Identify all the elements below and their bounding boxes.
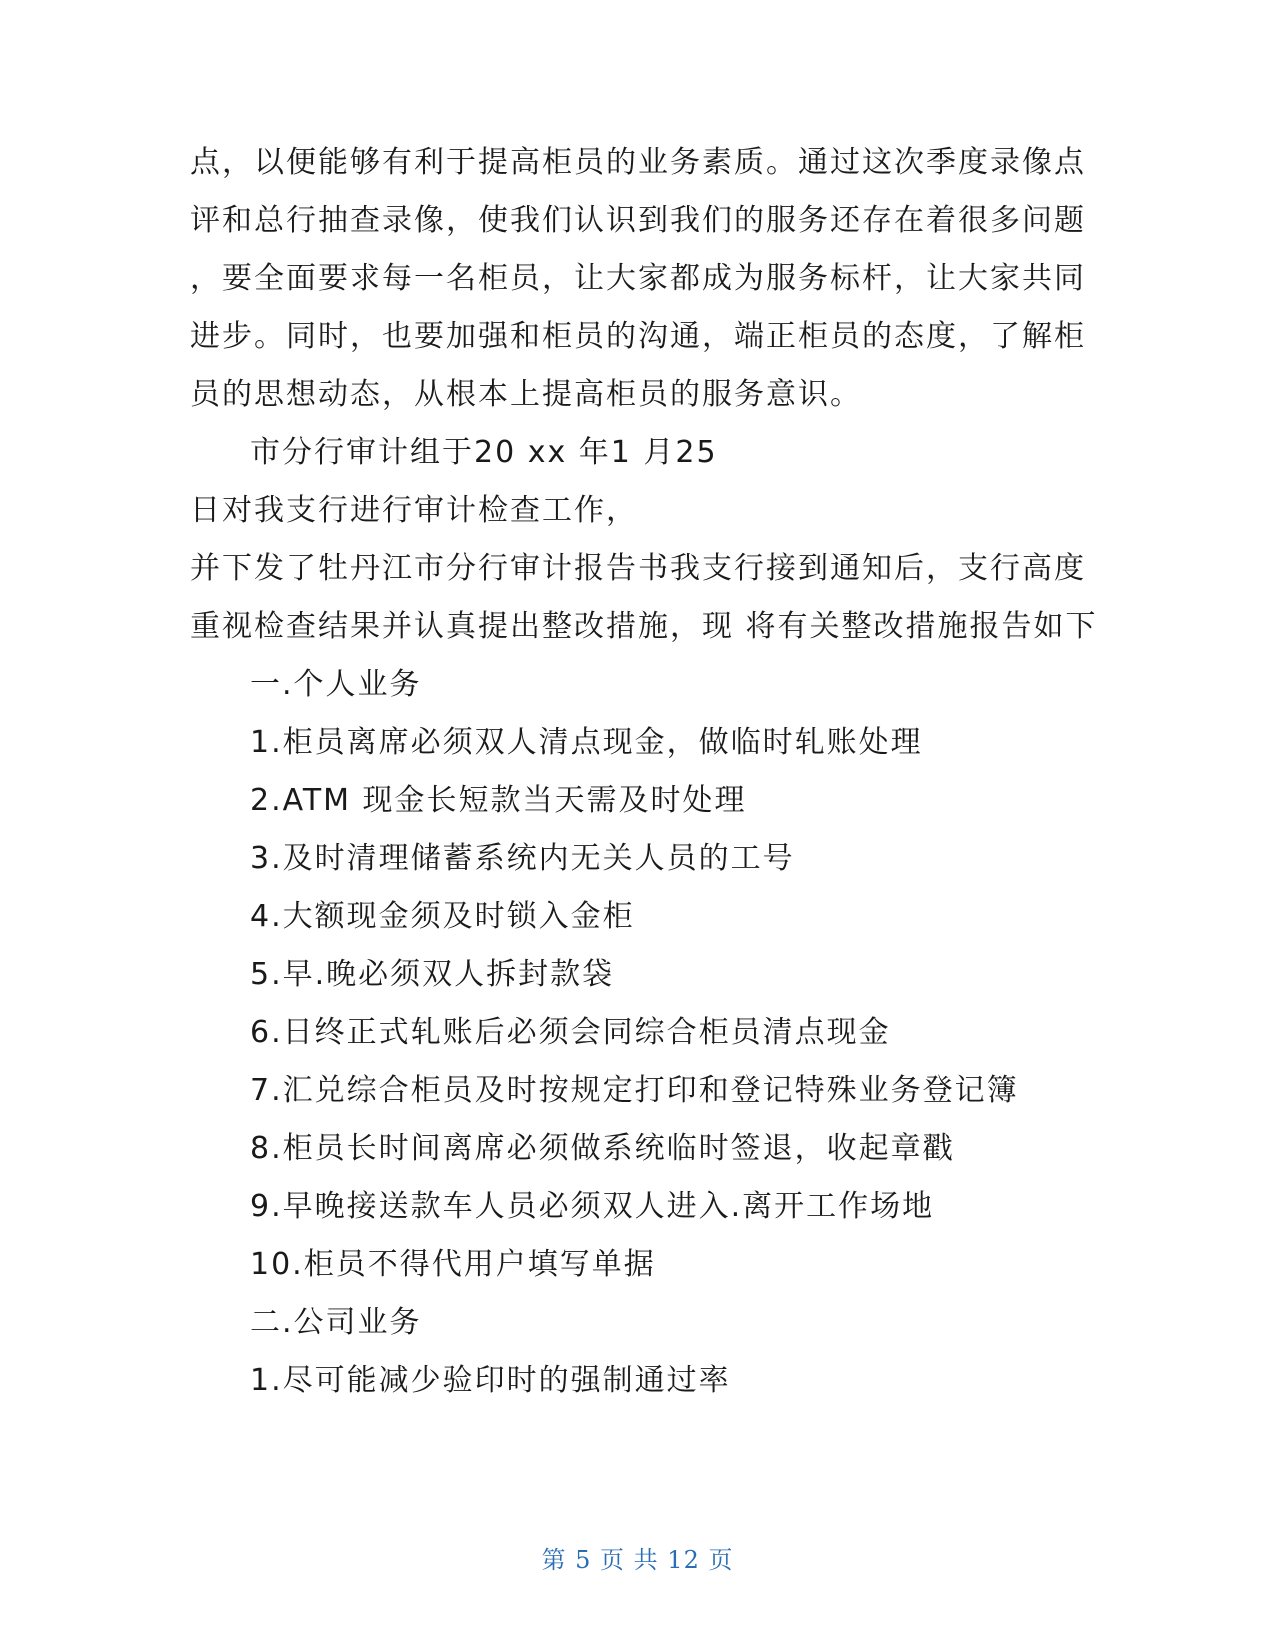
paragraph-line: 评和总行抽查录像，使我们认识到我们的服务还存在着很多问题 [190, 203, 1086, 238]
paragraph-line: 市分行审计组于20 xx 年1 月25 [250, 435, 718, 470]
paragraph-line: 日对我支行进行审计检查工作， [190, 493, 638, 528]
paragraph-line: 员的思想动态，从根本上提高柜员的服务意识。 [190, 377, 862, 412]
paragraph-line: 点，以便能够有利于提高柜员的业务素质。通过这次季度录像点 [190, 145, 1086, 180]
list-item: 5.早.晚必须双人拆封款袋 [250, 957, 615, 992]
paragraph-line: 重视检查结果并认真提出整改措施，现 将有关整改措施报告如下 [190, 609, 1098, 644]
paragraph-line: ，要全面要求每一名柜员，让大家都成为服务标杆，让大家共同 [190, 261, 1086, 296]
list-item: 10.柜员不得代用户填写单据 [250, 1247, 656, 1282]
list-item: 7.汇兑综合柜员及时按规定打印和登记特殊业务登记簿 [250, 1073, 1019, 1108]
paragraph-line: 进步。同时，也要加强和柜员的沟通，端正柜员的态度，了解柜 [190, 319, 1086, 354]
list-item: 8.柜员长时间离席必须做系统临时签退，收起章戳 [250, 1131, 955, 1166]
list-item: 9.早晚接送款车人员必须双人进入.离开工作场地 [250, 1189, 935, 1224]
page-number: 第 5 页 共 12 页 [541, 1546, 734, 1574]
list-item: 3.及时清理储蓄系统内无关人员的工号 [250, 841, 795, 876]
list-item: 1.尽可能减少验印时的强制通过率 [250, 1363, 731, 1398]
list-item: 2.ATM 现金长短款当天需及时处理 [250, 783, 747, 818]
list-item: 6.日终正式轧账后必须会同综合柜员清点现金 [250, 1015, 891, 1050]
section-heading: 二.公司业务 [250, 1305, 422, 1340]
section-heading: 一.个人业务 [250, 667, 422, 702]
list-item: 4.大额现金须及时锁入金柜 [250, 899, 635, 934]
list-item: 1.柜员离席必须双人清点现金，做临时轧账处理 [250, 725, 923, 760]
paragraph-line: 并下发了牡丹江市分行审计报告书我支行接到通知后，支行高度 [190, 551, 1086, 586]
